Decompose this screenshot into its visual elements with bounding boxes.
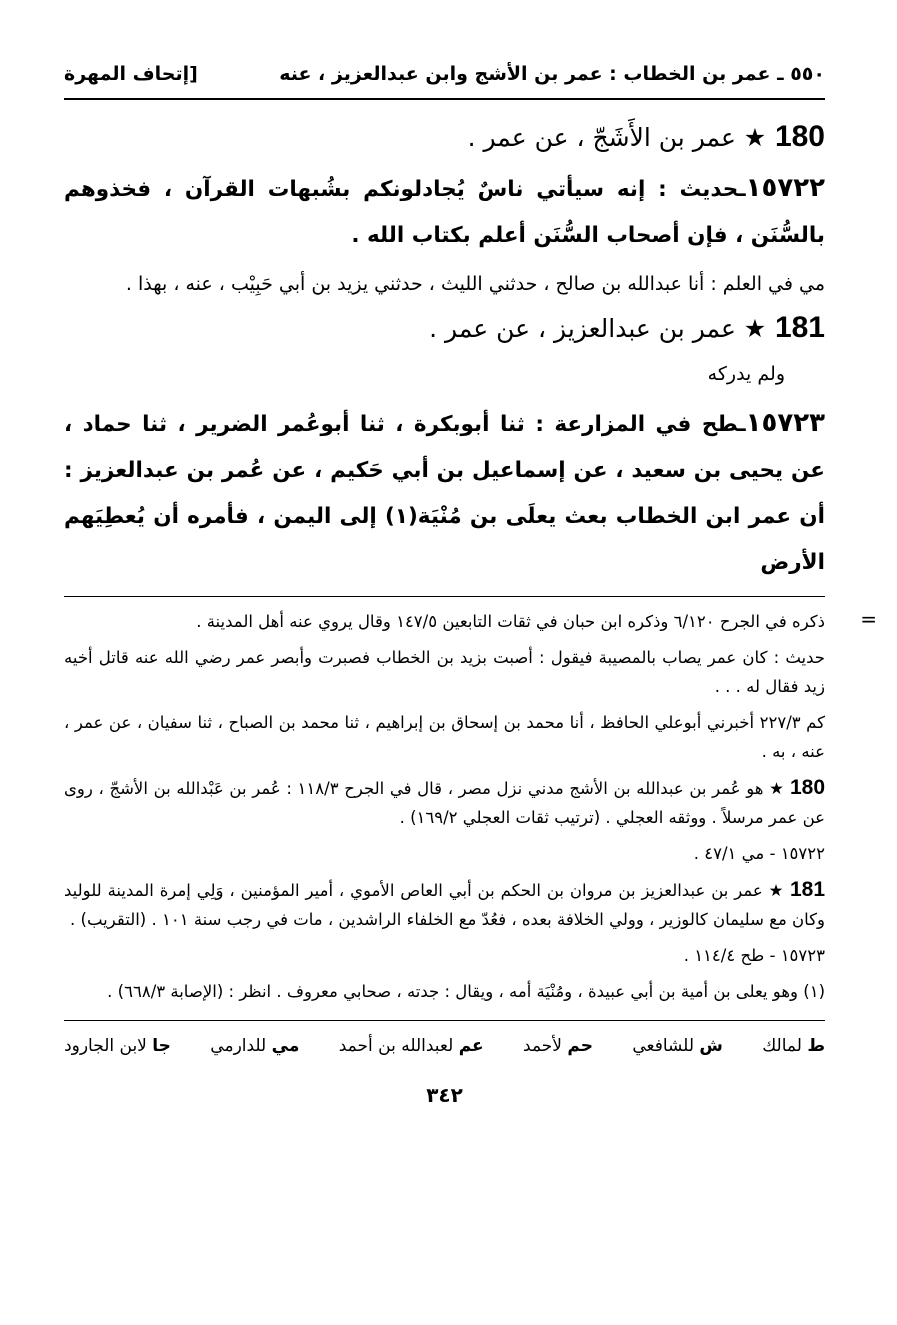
footnote: [64, 773, 825, 832]
hadith-text: ـحديث : إنه سيأتي ناسٌ يُجادلونكم بشُبهات القرآن ، فخذوهم بالسُّنَن ، فإن أصحاب السُّنَن أعلم بكتاب الله .: [64, 177, 825, 248]
section-note: ولم يدركه: [707, 363, 785, 385]
abbreviation: ط لمالك: [762, 1036, 825, 1056]
footnote: (١) وهو يعلى بن أمية بن أبي عبيدة ، ومُنْيَة أمه ، ويقال : جدته ، صحابي معروف . انظر : (الإصابة ٦٦٨/٣) .: [107, 982, 825, 1001]
footnote: حديث : كان عمر يصاب بالمصيبة فيقول : أصبت بزيد بن الخطاب فصبرت وأبصر عمر رضي الله عنه قاتل أخيه زيد فقال له . . .: [64, 648, 825, 696]
abbreviations-legend: [64, 1021, 825, 1059]
header-title: ٥٥٠ ـ عمر بن الخطاب : عمر بن الأشج وابن عبدالعزيز ، عنه: [279, 63, 825, 85]
hadith-number: ١٥٧٢٣: [745, 408, 825, 438]
footnote: ذكره في الجرح ٦/١٢٠ وذكره ابن حبان في ثقات التابعين ١٤٧/٥ وقال يروي عنه أهل المدينة .: [196, 612, 825, 631]
section-title: ★ عمر بن عبدالعزيز ، عن عمر .: [429, 314, 767, 343]
footnote-text: ★ عمر بن عبدالعزيز بن مروان بن الحكم بن أبي العاص الأموي ، أمير المؤمنين ، وَلِي إمرة المدينة للوليد وكان مع سليمان كالوزير ، وولي الخلافة بعده ، فعُدّ مع الخلفاء الراشدين ، مات في رجب سنة ١٠١ . (التقريب) .: [64, 881, 825, 929]
continuation-mark: =: [860, 607, 877, 631]
main-text: [64, 100, 825, 586]
footnote: ١٥٧٢٣ - طح ١١٤/٤ .: [683, 946, 825, 965]
abbreviation: عم لعبدالله بن أحمد: [338, 1036, 484, 1056]
hadith-15723: [64, 400, 825, 586]
footnote-number: 180: [789, 776, 826, 799]
header-book-name: [إتحاف المهرة: [64, 63, 198, 85]
abbreviation: حم لأحمد: [523, 1036, 593, 1056]
footnote-number: 181: [789, 878, 826, 901]
section-heading-180: [64, 118, 825, 157]
abbreviation: جا لابن الجارود: [64, 1036, 171, 1056]
hadith-text: ـطح في المزارعة : ثنا أبوبكرة ، ثنا أبوعُمر الضرير ، ثنا حماد ، عن يحيى بن سعيد ، عن إسماعيل بن أبي حَكيم ، عن عُمر بن عبدالعزيز : أن عمر ابن الخطاب بعث يعلَى بن مُنْيَة(١) إلى اليمن ، فأمره أن يُعطِيَهم الأرض: [64, 412, 826, 575]
section-number: 181: [774, 311, 825, 344]
section-title: ★ عمر بن الأَشَجّ ، عن عمر .: [467, 123, 767, 152]
hadith-number: ١٥٧٢٢: [745, 173, 825, 203]
footnote: كم ٢٢٧/٣ أخبرني أبوعلي الحافظ ، أنا محمد بن إسحاق بن إبراهيم ، ثنا محمد بن الصباح ، ثنا سفيان ، عن عمر ، عنه ، به .: [64, 713, 825, 761]
abbreviation: مي للدارمي: [210, 1036, 300, 1056]
section-number: 180: [774, 120, 825, 153]
page-number: ٣٤٢: [426, 1083, 463, 1107]
section-heading-181: [64, 309, 825, 348]
abbreviation: ش للشافعي: [632, 1036, 723, 1056]
footnote: [64, 875, 825, 934]
hadith-15722: [64, 165, 825, 259]
footnotes: [64, 597, 877, 1006]
running-header: [64, 60, 825, 100]
hadith-isnad: مي في العلم : أنا عبدالله بن صالح ، حدثني الليث ، حدثني يزيد بن أبي حَبِيْب ، عنه ، بهذا .: [125, 273, 825, 295]
footnote-text: ★ هو عُمر بن عبدالله بن الأشج مدني نزل مصر ، قال في الجرح ١١٨/٣ : عُمر بن عَبْدالله بن الأشجّ ، روى عن عمر مرسلاً . ووثقه العجلي . (ترتيب ثقات العجلي ١٦٩/٢) .: [64, 779, 825, 827]
footnote: ١٥٧٢٢ - مي ٤٧/١ .: [693, 844, 825, 863]
